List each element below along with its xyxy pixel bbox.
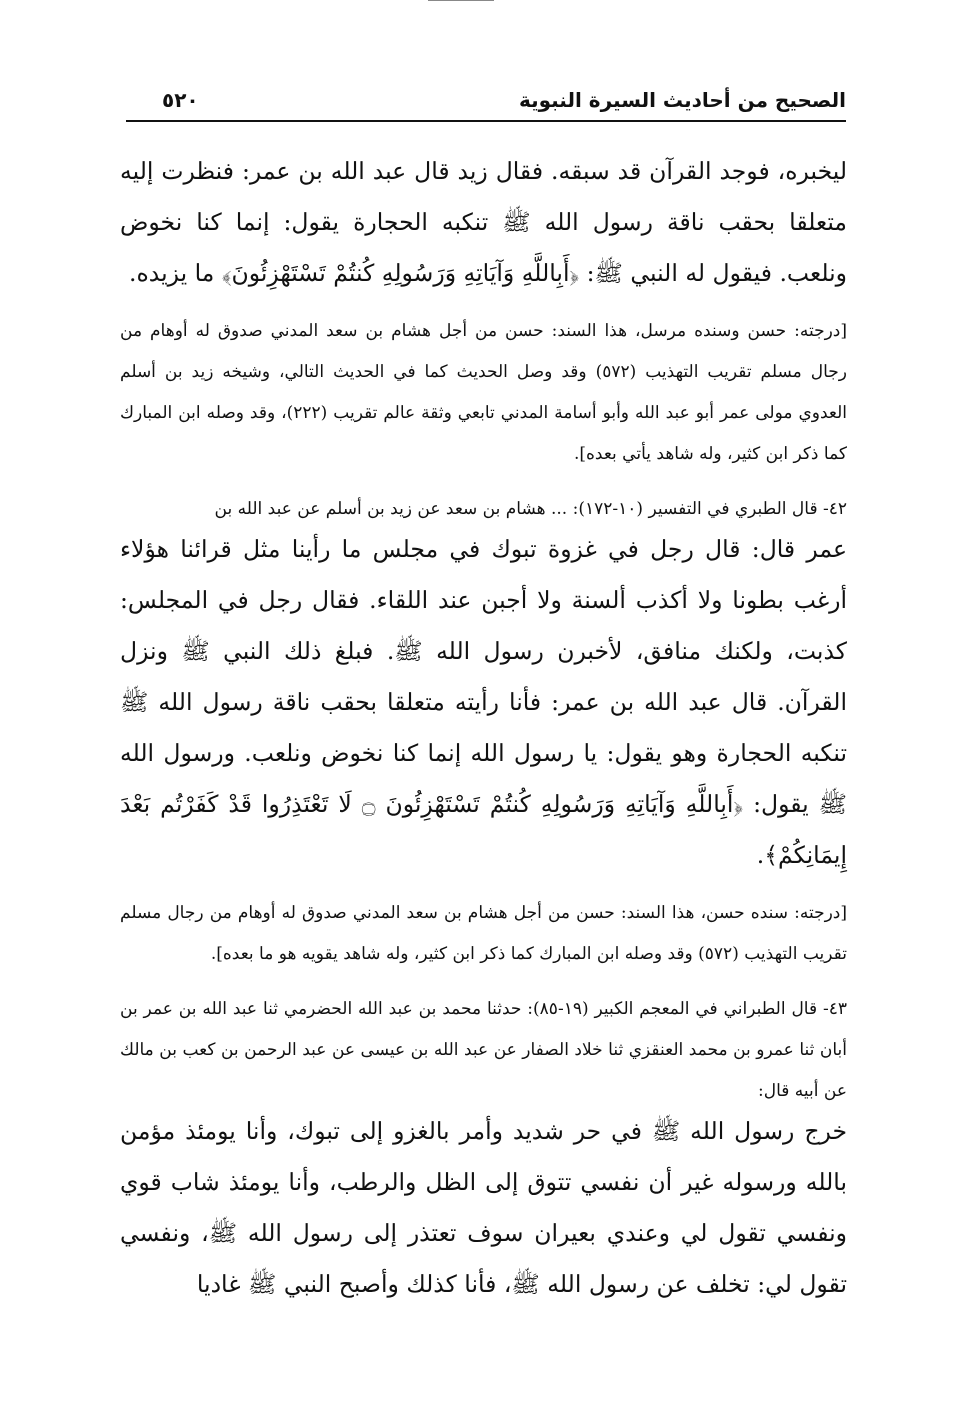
hadith-text: خرج رسول الله ﷺ في حر شديد وأمر بالغزو إلى تبوك، وأنا يومئذ مؤمن بالله ورسوله غير أن نفسي تتوق إلى الظل والرطب، وأنا يومئذ شاب قوي ونفسي تقول لي وعندي بعيران سوف تعتذر إلى رسول الله ﷺ، ونفسي تقول لي: تخلف عن رسول الله ﷺ، فأنا كذلك وأصبح النبي ﷺ غاديا	[120, 1117, 847, 1298]
hadith-text: عمر قال: قال رجل في غزوة تبوك في مجلس ما رأينا مثل قرائنا هؤلاء أرغب بطونا ولا أكذب ألسنة ولا أجبن عند اللقاء. فقال رجل في المجلس: كذبت، ولكنك منافق، لأخبرن رسول الله ﷺ. فبلغ ذلك النبي ﷺ ونزل القرآن. قال عبد الله بن عمر: فأنا رأيته متعلقا بحقب ناقة رسول الله ﷺ تنكبه الحجارة وهو يقول: يا رسول الله إنما كنا نخوض ونلعب. ورسول الله ﷺ يقول: ﴿أَبِاللَّهِ وَآيَاتِهِ وَرَسُولِهِ كُنتُمْ تَسْتَهْزِئُونَ ۝ لَا تَعْتَذِرُوا قَدْ كَفَرْتُم بَعْدَ إِيمَانِكُمْ﴾.	[120, 535, 847, 869]
page-number: ٥٢٠	[162, 88, 199, 112]
page-body	[120, 146, 847, 1310]
main-paragraph: ليخبره، فوجد القرآن قد سبقه. فقال زيد قال عبد الله بن عمر: فنظرت إليه متعلقا بحقب ناقة رسول الله ﷺ تنكبه الحجارة يقول: إنما كنا نخوض ونلعب. فيقول له النبي ﷺ: ﴿أَبِاللَّهِ وَآيَاتِهِ وَرَسُولِهِ كُنتُمْ تَسْتَهْزِئُونَ﴾ ما يزيده.	[120, 157, 847, 287]
grading-note: [درجته: حسن وسنده مرسل، هذا السند: حسن من أجل هشام بن سعد المدني صدوق له أوهام من رجال مسلم تقريب التهذيب (٥٧٢) وقد وصل الحديث كما في الحديث التالي، وشيخه زيد بن أسلم العدوي مولى عمر أبو عبد الله وأبو أسامة المدني تابعي وثقة عالم تقريب (٢٢٢)، وقد وصله ابن المبارك كما ذكر ابن كثير، وله شاهد يأتي بعده].	[120, 321, 847, 464]
top-edge-mark	[428, 0, 494, 5]
header-rule	[126, 120, 846, 122]
grading-note: [درجته: سنده حسن، هذا السند: حسن من أجل هشام بن سعد المدني صدوق له أوهام من رجال مسلم تقريب التهذيب (٥٧٢) وقد وصله ابن المبارك كما ذكر ابن كثير، وله شاهد يقويه هو ما بعده].	[120, 903, 847, 964]
page-header	[126, 80, 846, 130]
hadith-isnad: ٤٢- قال الطبري في التفسير (١٠-١٧٢): ... هشام بن سعد عن زيد بن أسلم عن عبد الله بن	[214, 499, 847, 519]
running-title: الصحيح من أحاديث السيرة النبوية	[518, 88, 846, 112]
hadith-isnad: ٤٣- قال الطبراني في المعجم الكبير (١٩-٨٥): حدثنا محمد بن عبد الله الحضرمي ثنا عبد الله بن عمر بن أبان ثنا عمرو بن محمد العنقزي ثنا خلاد الصفار عن عبد الله بن عيسى عن عبد الرحمن بن كعب بن مالك عن أبيه قال:	[120, 999, 847, 1101]
